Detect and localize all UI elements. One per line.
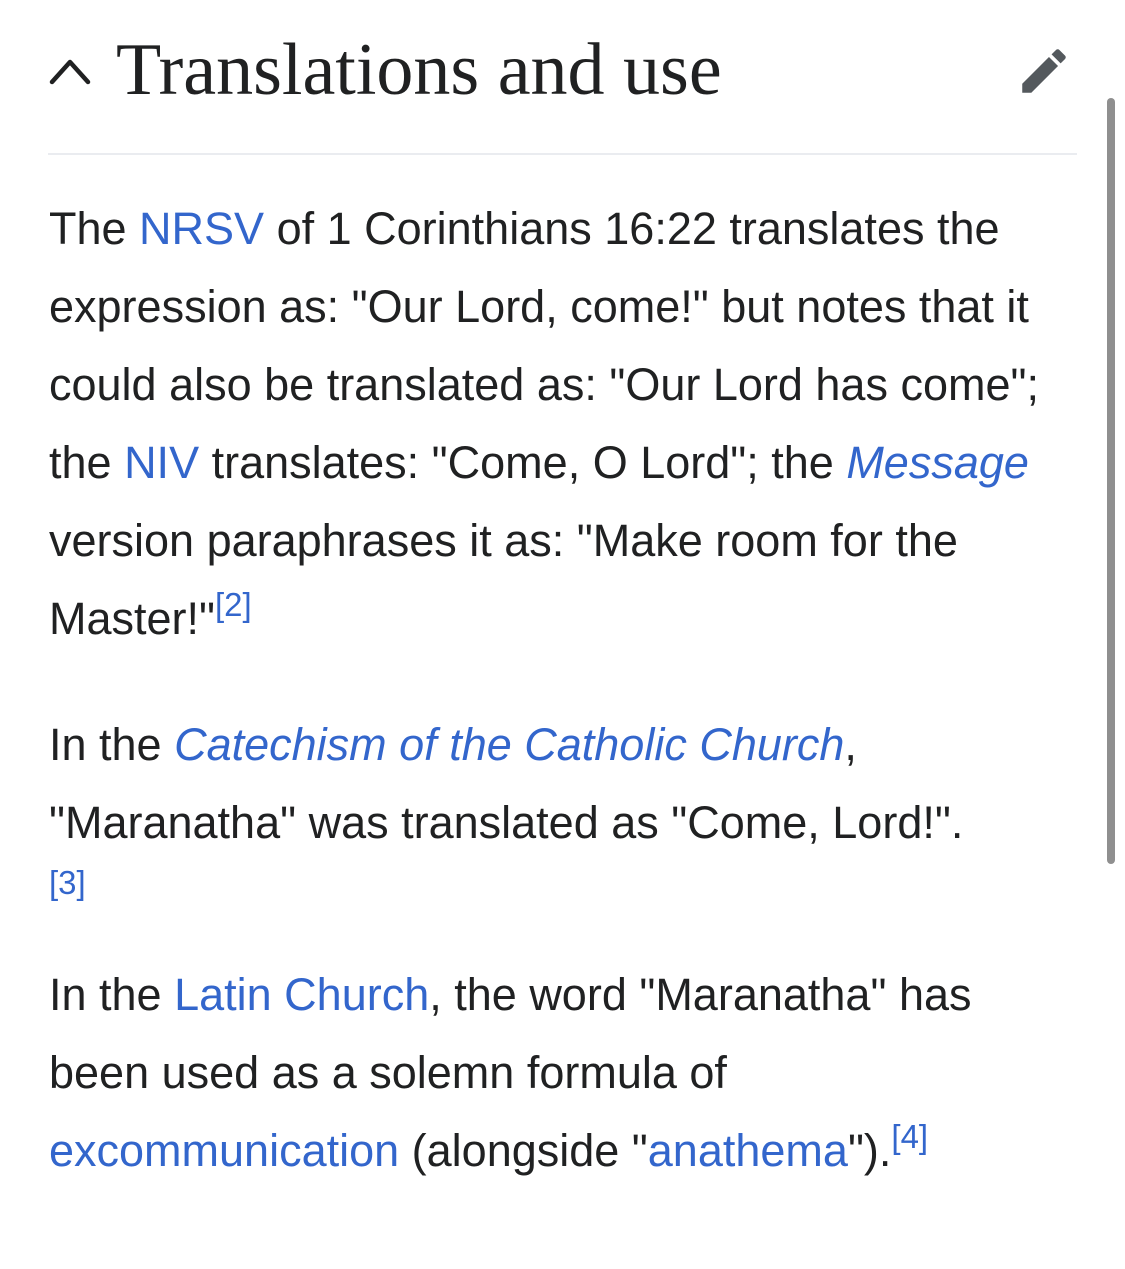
chevron-up-icon[interactable] [48,52,92,88]
link-excommunication[interactable]: excommunication [49,1125,400,1176]
section-header[interactable] [48,22,1077,120]
text: translates: "Come, O Lord"; the [199,437,847,488]
pencil-icon[interactable] [1015,42,1073,100]
section-content [49,190,1079,1190]
link-anathema[interactable]: anathema [647,1125,848,1176]
text: (alongside " [399,1125,648,1176]
section-divider [48,153,1077,155]
text: In the [49,969,175,1020]
link-nrsv[interactable]: NRSV [139,203,265,254]
text: In the [49,719,175,770]
section-title: Translations and use [116,29,722,111]
link-niv[interactable]: NIV [124,437,200,488]
reference-2[interactable]: [2] [215,586,252,623]
link-message[interactable] [846,437,1029,488]
reference-3[interactable]: [3] [49,864,86,901]
scrollbar[interactable] [1107,98,1115,864]
text: version paraphrases it as: "Make room for the Master!" [49,515,958,644]
link-latin-church[interactable]: Latin Church [174,969,430,1020]
text: , "Maranatha" was translated as "Come, Lord!". [49,719,964,848]
link-catechism[interactable] [174,719,844,770]
text: "). [847,1125,892,1176]
paragraph-latin-church [49,956,1079,1190]
paragraph-catechism [49,706,1079,908]
link-catechism-label: Catechism of the Catholic Church [174,719,845,770]
paragraph-translations [49,190,1079,658]
text: of 1 Corinthians 16:22 translates the expression as: "Our Lord, come!" but notes that it could also be translated as: "Our Lord has come"; the [49,203,1039,488]
text: , the word "Maranatha" has been used as a solemn formula of [49,969,972,1098]
text: The [49,203,140,254]
reference-4[interactable]: [4] [891,1118,929,1155]
link-message-label: Message [846,437,1029,488]
